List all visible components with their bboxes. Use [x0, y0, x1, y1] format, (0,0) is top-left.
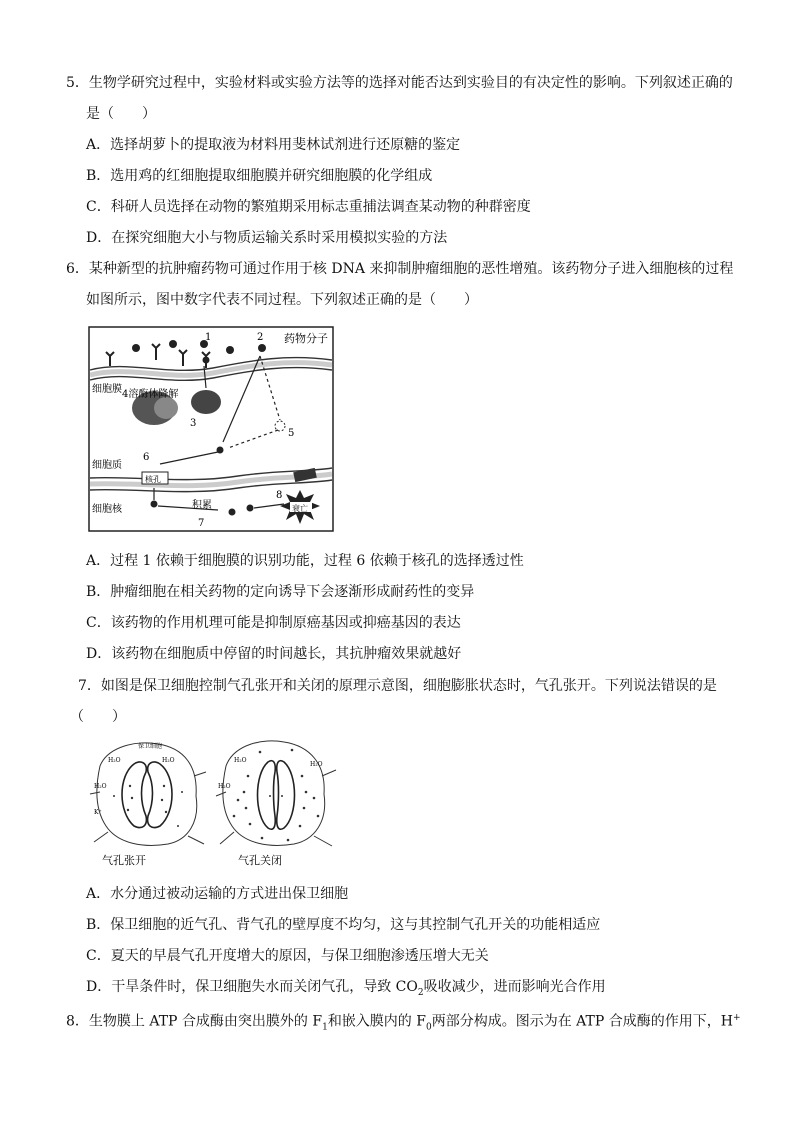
q7-option-b: B．保卫细胞的近气孔、背气孔的壁厚度不均匀，这与其控制气孔开关的功能相适应 [86, 917, 601, 933]
q8-sub1: 1 [322, 1022, 328, 1033]
q8-sub0: 0 [425, 1022, 432, 1033]
q7-stem-line1: 7．如图是保卫细胞控制气孔张开和关闭的原理示意图，细胞膨胀状态时，气孔张开。下列说法错误的是 [78, 678, 717, 694]
q5-option-c: C．科研人员选择在动物的繁殖期采用标志重捕法调查某动物的种群密度 [86, 199, 531, 215]
q6-option-d: D．该药物在细胞质中停留的时间越长，其抗肿瘤效果就越好 [86, 646, 462, 662]
q7-option-a: A．水分通过被动运输的方式进出保卫细胞 [86, 886, 349, 902]
q7-option-d-pre: D．干旱条件时，保卫细胞失水而关闭气孔，导致 CO [86, 979, 418, 995]
label-drug: 药物分子 [284, 332, 328, 345]
q5-option-d: D．在探究细胞大小与物质运输关系时采用模拟实验的方法 [86, 230, 448, 246]
q6-stem-line1: 6．某种新型的抗肿瘤药物可通过作用于核 DNA 来抑制肿瘤细胞的恶性增殖。该药物分子进入细胞核的过程 [66, 261, 734, 277]
label-pore: 核孔 [145, 475, 161, 484]
q6-option-b: B．肿瘤细胞在相关药物的定向诱导下会逐渐形成耐药性的变异 [86, 584, 475, 600]
label-h2o-6: H₂O [310, 761, 323, 768]
q7-stem-line2: （ ） [70, 709, 126, 725]
label-7: 7 [198, 518, 205, 529]
q5-option-b: B．选用鸡的红细胞提取细胞膜并研究细胞膜的化学组成 [86, 168, 433, 184]
label-h2o-1: H₂O [108, 757, 121, 764]
label-2: 2 [257, 332, 264, 343]
q8-stem-b: 和嵌入膜内的 F [327, 1013, 426, 1030]
q8-stem-c: 两部分构成。图示为在 ATP 合成酶的作用下，H [431, 1013, 733, 1030]
label-3: 3 [190, 418, 197, 429]
label-h2o-2: H₂O [162, 757, 175, 764]
stomata-open [90, 742, 206, 867]
label-accumulate: 积累 [192, 500, 212, 511]
q6-stem-line2: 如图所示，图中数字代表不同过程。下列叙述正确的是（ ） [86, 292, 478, 308]
label-6: 6 [143, 452, 150, 463]
label-h2o-5: H₂O [218, 783, 231, 790]
label-membrane: 细胞膜 [92, 384, 122, 395]
q5-stem-line1: 5．生物学研究过程中，实验材料或实验方法等的选择对能否达到实验目的有决定性的影响。下列叙述正确的 [66, 75, 733, 91]
label-closed: 气孔关闭 [238, 854, 282, 867]
q7-option-d-post: 吸收减少，进而影响光合作用 [423, 979, 606, 995]
stomata-closed [216, 741, 336, 867]
label-k: K⁺ [94, 809, 102, 816]
label-nucleus: 细胞核 [92, 504, 122, 515]
q7-option-d [86, 977, 606, 1003]
label-cytoplasm: 细胞质 [92, 460, 122, 471]
q8-sup: + [732, 1013, 741, 1023]
label-guard: 保卫细胞 [138, 743, 163, 750]
q5-stem-line2: 是（ ） [86, 106, 156, 122]
label-1: 1 [205, 332, 212, 343]
q8-stem-line1 [66, 1008, 740, 1037]
label-death: 衰亡 [292, 504, 308, 513]
label-h2o-3: H₂O [94, 783, 107, 790]
label-8: 8 [276, 490, 283, 501]
q8-stem-a: 8．生物膜上 ATP 合成酶由突出膜外的 F [66, 1013, 323, 1030]
label-5: 5 [288, 428, 295, 439]
q7-option-c: C．夏天的早晨气孔开度增大的原因，与保卫细胞渗透压增大无关 [86, 948, 489, 964]
drug-entry-diagram [88, 326, 334, 532]
q5-option-a: A．选择胡萝卜的提取液为材料用斐林试剂进行还原糖的鉴定 [86, 137, 461, 153]
label-open: 气孔张开 [102, 854, 146, 867]
q6-option-a: A．过程 1 依赖于细胞膜的识别功能，过程 6 依赖于核孔的选择透过性 [86, 553, 524, 569]
q6-option-c: C．该药物的作用机理可能是抑制原癌基因或抑癌基因的表达 [86, 615, 461, 631]
stomata-diagram [88, 736, 342, 868]
q7-option-d-sub: 2 [417, 987, 424, 998]
label-h2o-4: H₂O [234, 757, 247, 764]
label-lysosome: 4溶酶体降解 [122, 389, 179, 400]
